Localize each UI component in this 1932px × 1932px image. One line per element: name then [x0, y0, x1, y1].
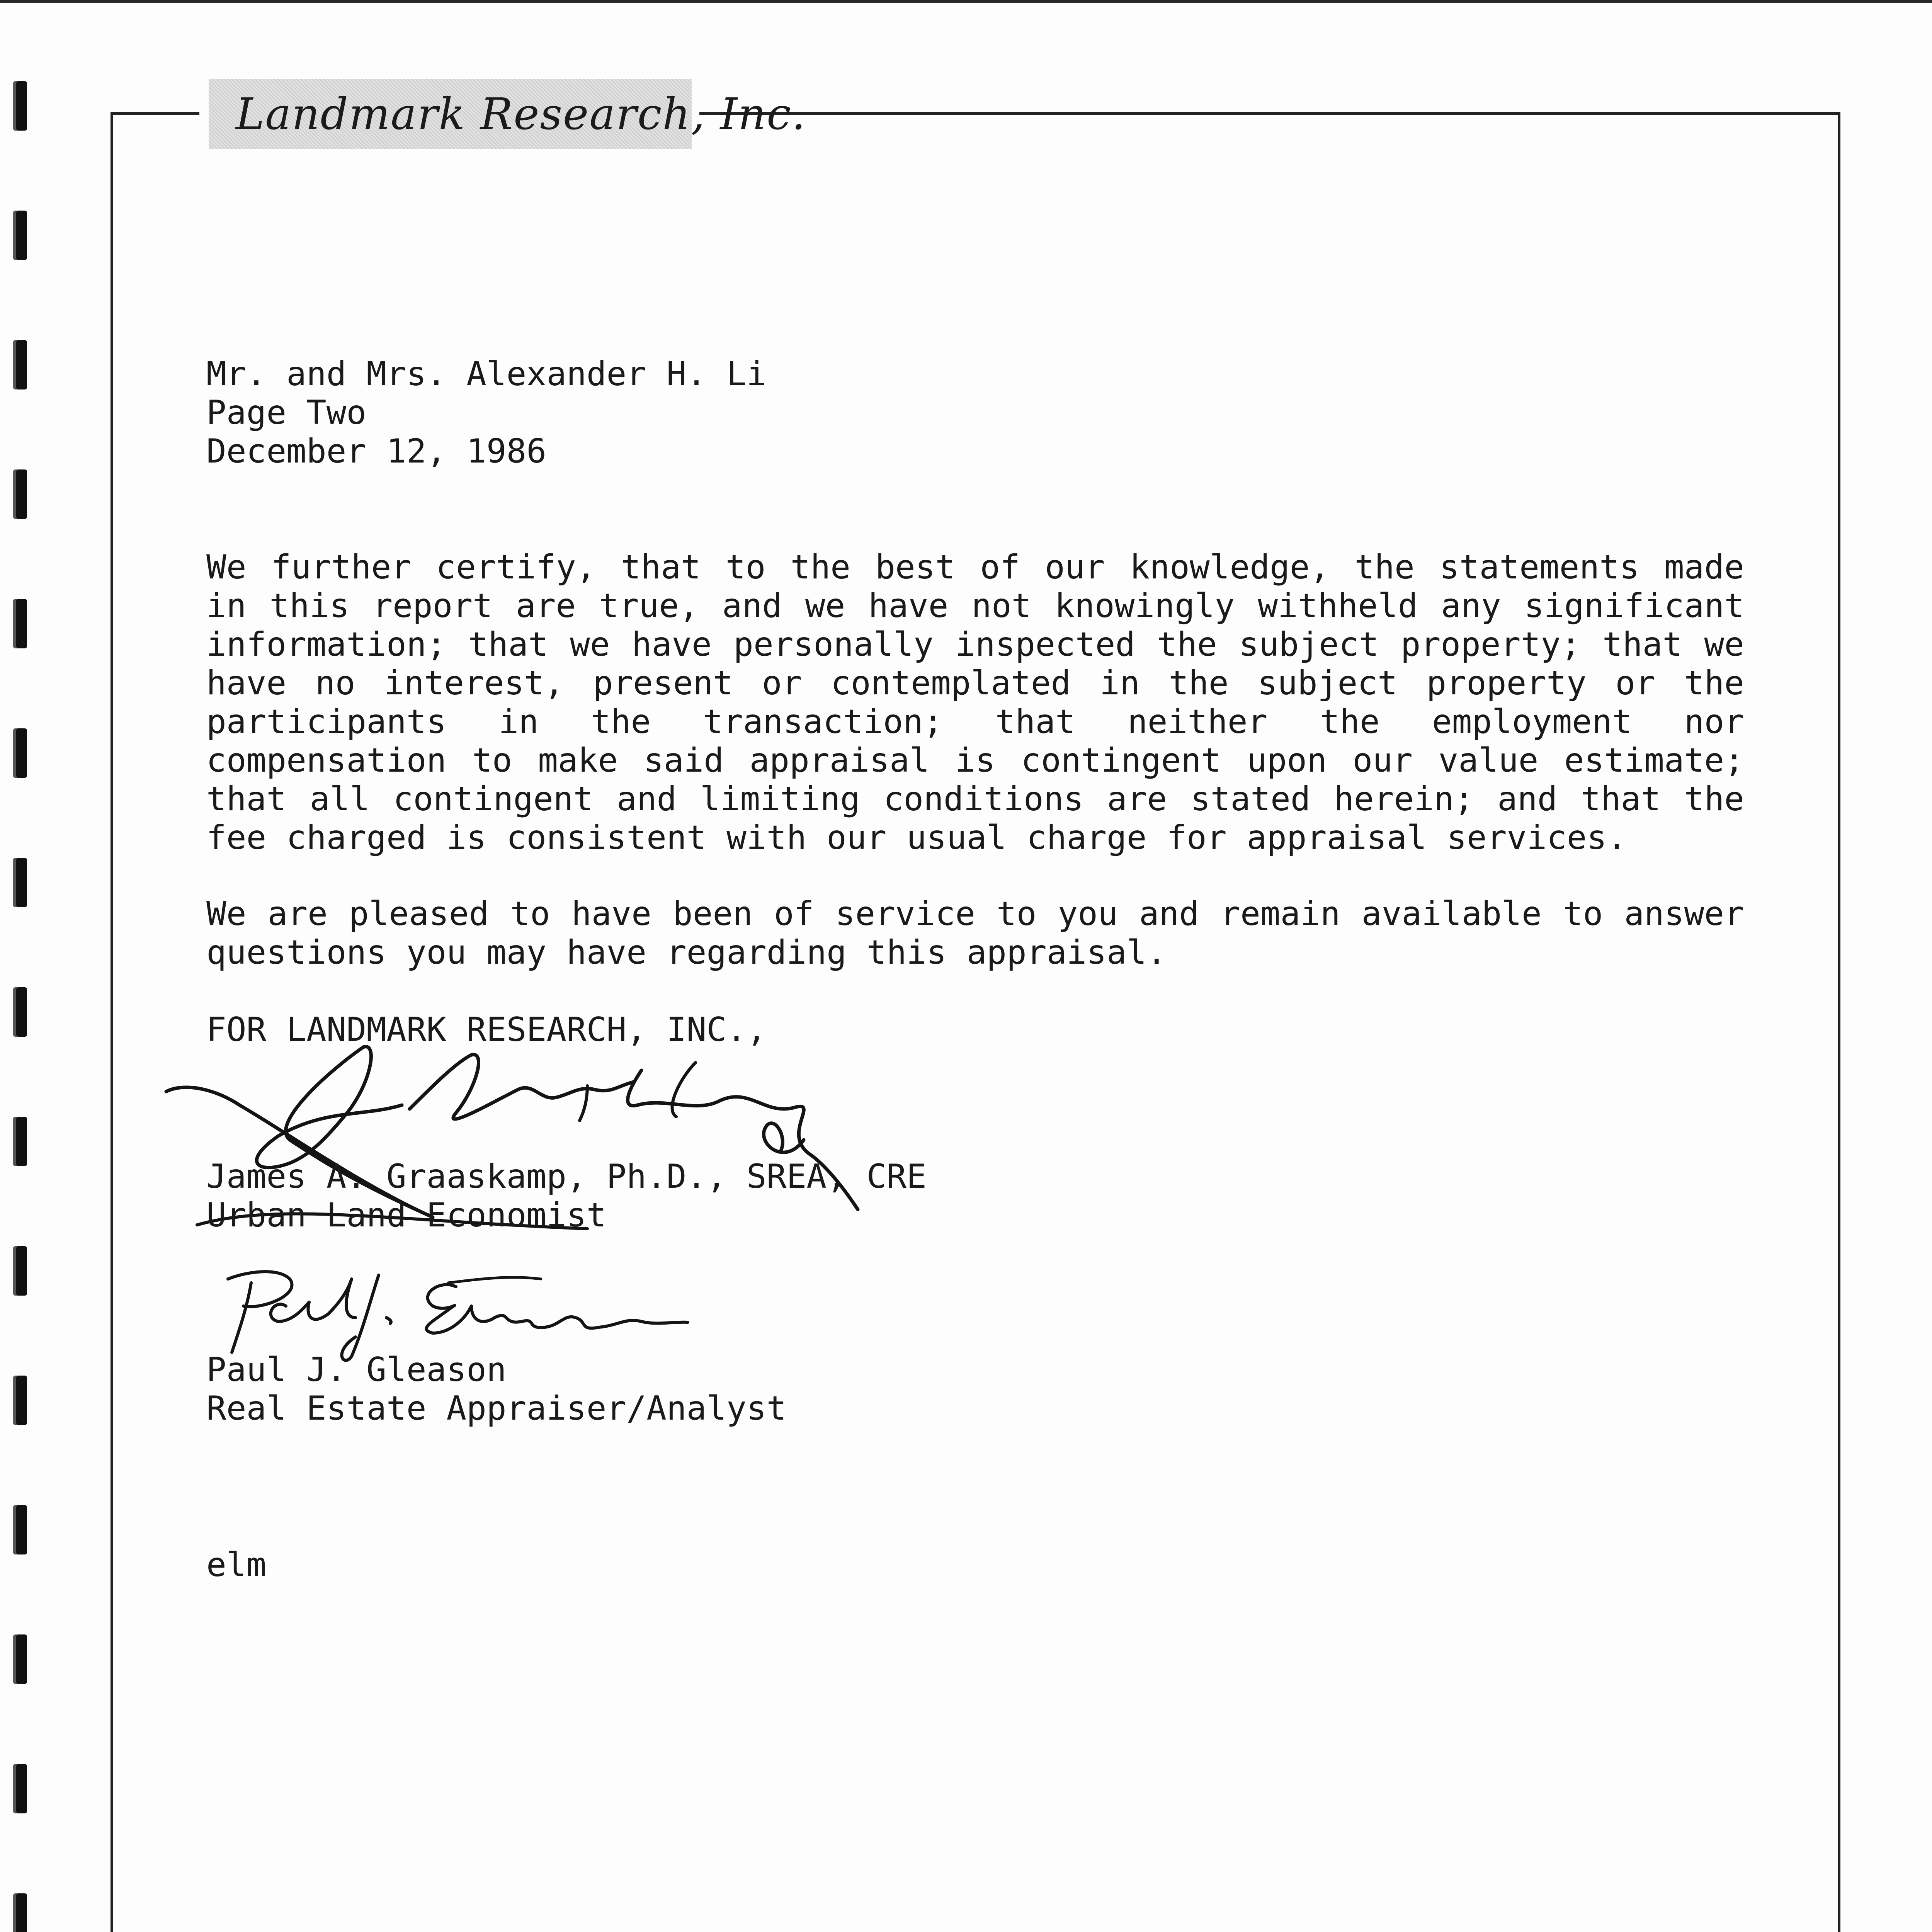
graaskamp-title: Urban Land Economist: [206, 1196, 607, 1235]
body-paragraph-closing: We are pleased to have been of service to you and remain available to answer questions you may have regarding this appraisal.: [206, 895, 1744, 972]
page-label: Page Two: [206, 393, 367, 432]
binding-hole: [13, 1376, 27, 1425]
binding-hole: [13, 1634, 27, 1684]
closing-for-line: FOR LANDMARK RESEARCH, INC.,: [206, 1010, 767, 1049]
binding-hole: [13, 987, 27, 1037]
company-logo-text: Landmark Research, Inc.: [236, 89, 806, 139]
binding-hole: [13, 599, 27, 648]
frame-top-border: [111, 112, 199, 115]
graaskamp-name-line: James A. Graaskamp, Ph.D., SREA, CRE: [206, 1157, 927, 1196]
gleason-signature: [216, 1264, 696, 1364]
gleason-title: Real Estate Appraiser/Analyst: [206, 1389, 787, 1428]
frame-right-border: [1838, 112, 1840, 1932]
binding-hole: [13, 340, 27, 389]
binding-hole: [13, 858, 27, 907]
binding-hole: [13, 211, 27, 260]
binding-hole: [13, 469, 27, 519]
typist-initials: elm: [206, 1546, 267, 1584]
binding-hole: [13, 81, 27, 131]
binding-hole: [13, 1764, 27, 1813]
frame-left-border: [111, 112, 113, 1932]
company-logo: [209, 79, 806, 149]
binding-hole: [13, 1246, 27, 1296]
body-paragraph-certification: We further certify, that to the best of our knowledge, the statements made in this report are true, and we have not knowingly withheld any significant information; that we have personally inspected the subject property; that we have no interest, present or contemplated in the subject property or the participants in the transaction; that neither the employment nor compensation to make said appraisal is contingent upon our value estimate; that all contingent and limiting conditions are stated herein; and that the fee charged is consistent with our usual charge for appraisal services.: [206, 548, 1744, 857]
binding-hole: [13, 1505, 27, 1554]
binding-hole: [13, 1117, 27, 1166]
addressee-name: Mr. and Mrs. Alexander H. Li: [206, 355, 767, 393]
frame-top-border: [699, 112, 1840, 115]
binding-holes: [9, 0, 32, 1932]
binding-hole: [13, 728, 27, 778]
letter-date: December 12, 1986: [206, 432, 547, 471]
gleason-name-line: Paul J. Gleason: [206, 1350, 507, 1389]
top-edge-rule: [0, 0, 1932, 3]
binding-hole: [13, 1893, 27, 1932]
